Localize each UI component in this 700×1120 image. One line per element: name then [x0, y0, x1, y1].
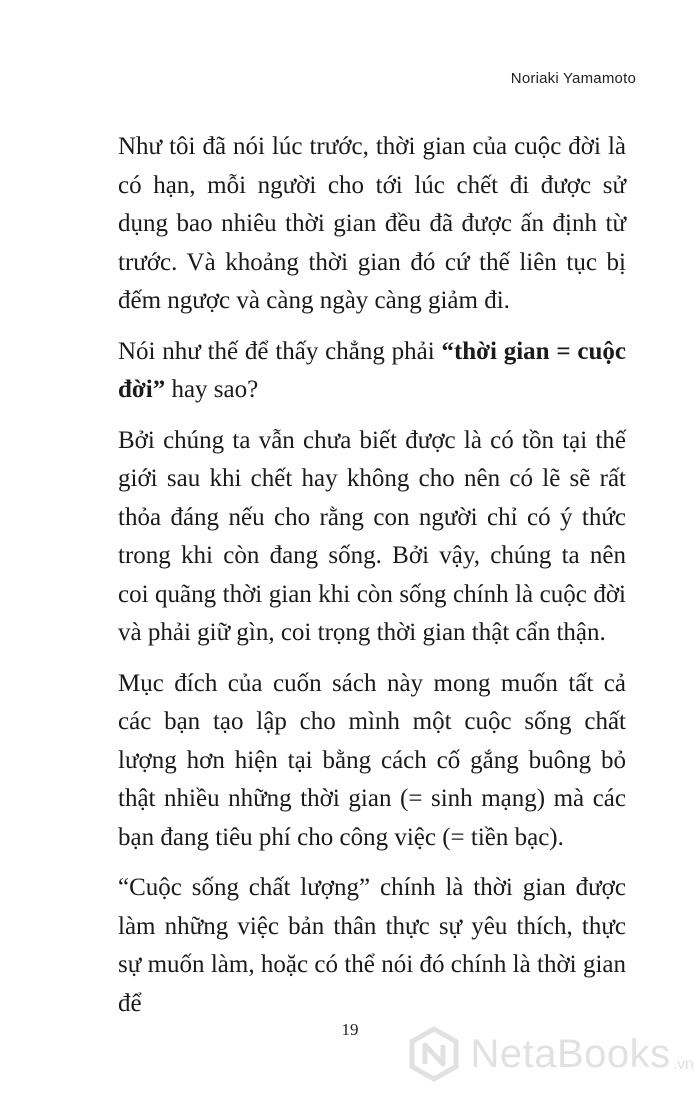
paragraph-1: Như tôi đã nói lúc trước, thời gian của cuộc đời là có hạn, mỗi người cho tới lúc chết đi được sử dụng bao nhiêu thời gian đều đã được ấn định từ trước. Và khoảng thời gian đó cứ thế liên tục bị đếm ngược và càng ngày càng giảm đi.	[118, 133, 626, 314]
page-number: 19	[341, 1020, 359, 1039]
watermark-suffix: .vn	[672, 1056, 694, 1073]
paragraph-2	[118, 333, 626, 410]
paragraph-4: Mục đích của cuốn sách này mong muốn tất cả các bạn tạo lập cho mình một cuộc sống chất lượng hơn hiện tại bằng cách cố gắng buông bỏ thật nhiều những thời gian (= sinh mạng) mà các bạn đang tiêu phí cho công việc (= tiền bạc).	[118, 669, 626, 851]
paragraph-2-tail: hay sao?	[165, 376, 259, 403]
running-header-author: Noriaki Yamamoto	[510, 70, 636, 87]
paragraph-3: Bởi chúng ta vẫn chưa biết được là có tồn tại thế giới sau khi chết hay không cho nên có lẽ sẽ rất thỏa đáng nếu cho rằng con người chỉ có ý thức trong khi còn đang sống. Bởi vậy, chúng ta nên coi quãng thời gian khi còn sống chính là cuộc đời và phải giữ gìn, coi trọng thời gian thật cẩn thận.	[118, 426, 626, 646]
paragraph-2-bold-quote: “thời gian = cuộc đời”	[118, 337, 626, 403]
watermark-brand: NetaBooks	[470, 1031, 671, 1076]
paragraph-5: “Cuộc sống chất lượng” chính là thời gian được làm những việc bản thân thực sự yêu thích, thực sự muốn làm, hoặc có thể nói đó chính là thời gian để	[118, 874, 626, 1017]
paragraph-2-lead: Nói như thế để thấy chẳng phải	[118, 337, 442, 365]
netabooks-logo-icon	[406, 1026, 462, 1082]
page-body	[118, 128, 626, 1035]
netabooks-watermark	[406, 1026, 694, 1082]
